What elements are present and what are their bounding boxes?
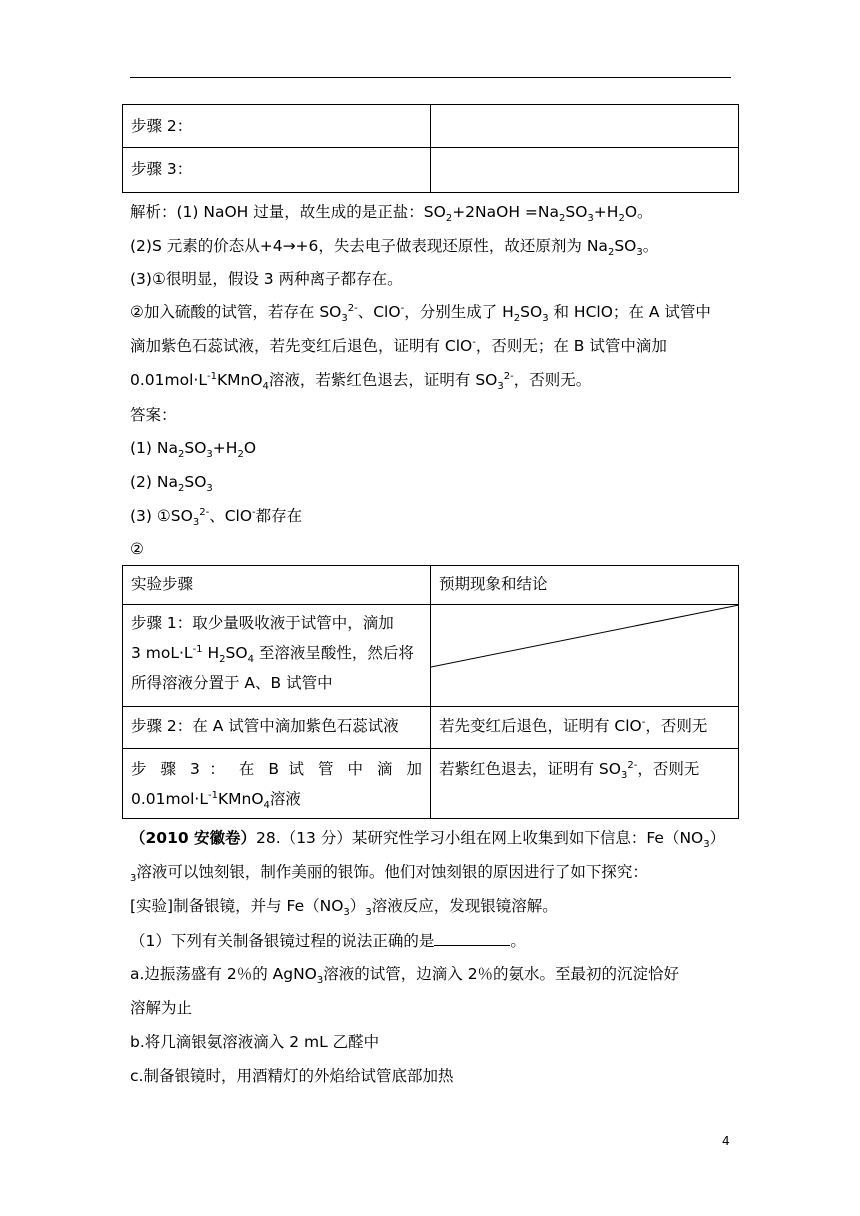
option-a-line-2: 溶解为止 xyxy=(130,999,193,1017)
analysis-line-4: ②加入硫酸的试管，若存在 $SO_3^{2-}$、ClO-，分别生成了 $H_2SO_3$ 和 HClO；在 A 试管中 xyxy=(130,302,711,325)
top-table-step2-label: 步骤 2： xyxy=(123,105,431,148)
answer-table-step2: 步骤 2：在 A 试管中滴加紫色石蕊试液 xyxy=(123,707,431,749)
answer-table-step3-result: 若紫红色退去，证明有 $SO_3^{2-}$，否则无 xyxy=(431,749,739,819)
answer-1: (1) $Na_2SO_3+H_2O$ xyxy=(130,439,257,461)
answer-title: 答案： xyxy=(130,406,177,424)
question-line-2: $_3$溶液可以蚀刻银，制作美丽的银饰。他们对蚀刻银的原因进行了如下探究： xyxy=(130,863,648,885)
analysis-line-6: $0.01mol\cdot L^{-1}KMnO_4$溶液，若紫红色退去，证明有 $SO_3^{2-}$，否则无。 xyxy=(130,370,592,393)
answer-table-step1: 步骤 1：取少量吸收液于试管中，滴加 3 $moL\cdot L^{-1}$ $H_2SO_4$ 至溶液呈酸性，然后将 所得溶液分置于 A、B 试管中 xyxy=(123,605,431,707)
answer-table-header-steps: 实验步骤 xyxy=(123,566,431,605)
answer-4: ② xyxy=(130,540,144,558)
top-table-step3-label: 步骤 3： xyxy=(123,148,431,193)
answer-table-step3: 步 骤 3 ： 在 B 试 管 中 滴 加 $0.01mol\cdot L^{-1}KMnO_4$溶液 xyxy=(123,749,431,819)
answer-3: (3) $①SO_3^{2-}$、ClO-都存在 xyxy=(130,506,303,529)
question-line-3: [实验]制备银镜，并与 $Fe(NO_3)_3$溶液反应，发现银镜溶解。 xyxy=(130,897,558,919)
option-b: b.将几滴银氨溶液滴入 2 mL 乙醛中 xyxy=(130,1033,380,1051)
top-table xyxy=(122,104,739,193)
analysis-line-1: 解析：(1) NaOH 过量，故生成的是正盐：$SO_2+2NaOH =Na_2SO_3+H_2O$。 xyxy=(130,203,653,225)
answer-table-step2-result: 若先变红后退色，证明有 ClO-，否则无 xyxy=(431,707,739,749)
header-rule xyxy=(130,77,731,78)
question-source: （2010 安徽卷） xyxy=(130,829,257,847)
top-table-step3-result xyxy=(431,148,739,193)
option-c: c.制备银镜时，用酒精灯的外焰给试管底部加热 xyxy=(130,1067,454,1085)
top-table-step2-result xyxy=(431,105,739,148)
analysis-line-3: (3)①很明显，假设 3 两种离子都存在。 xyxy=(130,270,403,288)
diagonal-slash xyxy=(431,605,739,707)
analysis-line-2: (2)S 元素的价态从+4→+6，失去电子做表现还原性，故还原剂为 $Na_2SO_3$。 xyxy=(130,237,659,259)
answer-table xyxy=(122,565,739,819)
page-number: 4 xyxy=(722,1134,730,1148)
analysis-line-5: 滴加紫色石蕊试液，若先变红后退色，证明有 ClO-，否则无；在 B 试管中滴加 xyxy=(130,336,667,355)
question-line-1: （2010 安徽卷）28.（13 分）某研究性学习小组在网上收集到如下信息：$Fe(NO_3)$ xyxy=(130,829,726,851)
answer-blank xyxy=(434,929,510,946)
answer-table-header-results: 预期现象和结论 xyxy=(431,566,739,605)
answer-table-step1-diagonal-cell xyxy=(431,605,739,707)
option-a-line-1: a.边振荡盛有 2％的 AgNO$_3$溶液的试管，边滴入 2％的氨水。至最初的沉淀恰好 xyxy=(130,965,680,987)
question-line-4: （1）下列有关制备银镜过程的说法正确的是 。 xyxy=(130,929,526,952)
answer-2: (2) $Na_2SO_3$ xyxy=(130,473,213,495)
